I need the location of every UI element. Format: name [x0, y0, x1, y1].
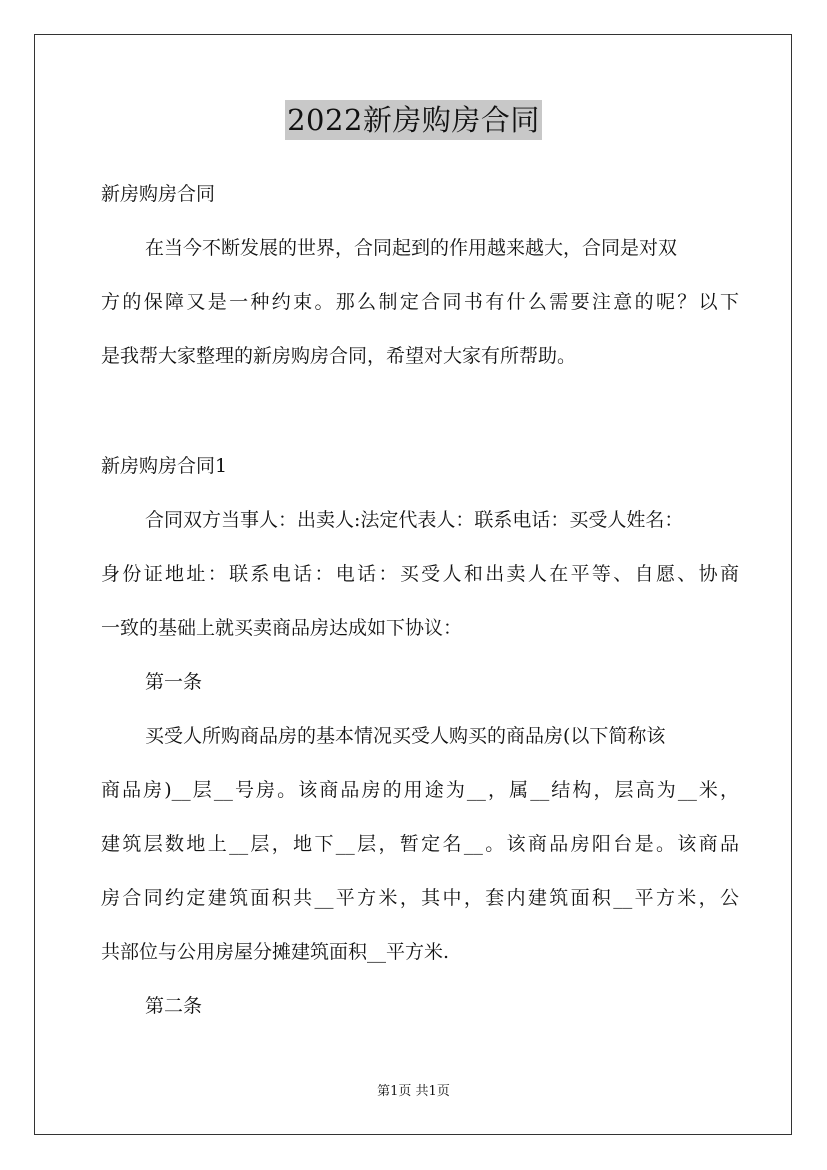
paragraph-line: 身份证地址：联系电话：电话：买受人和出卖人在平等、自愿、协商: [101, 563, 739, 585]
article-heading: 第一条: [145, 671, 203, 693]
paragraph-line: 合同双方当事人：出卖人:法定代表人：联系电话：买受人姓名：: [145, 509, 684, 531]
paragraph-line: 买受人所购商品房的基本情况买受人购买的商品房(以下简称该: [145, 725, 666, 747]
paragraph-line: 房合同约定建筑面积共__平方米，其中，套内建筑面积__平方米，公: [101, 887, 739, 909]
paragraph-line: 方的保障又是一种约束。那么制定合同书有什么需要注意的呢？以下: [101, 291, 739, 313]
section-heading: 新房购房合同1: [101, 455, 228, 477]
paragraph-line: 共部位与公用房屋分摊建筑面积__平方米.: [101, 941, 450, 963]
article-heading: 第二条: [145, 995, 203, 1017]
paragraph-line: 在当今不断发展的世界，合同起到的作用越来越大，合同是对双: [145, 237, 678, 259]
section-heading: 新房购房合同: [101, 183, 216, 205]
paragraph-line: 一致的基础上就买卖商品房达成如下协议：: [101, 617, 463, 639]
page-footer: 第1页 共1页: [377, 1084, 450, 1099]
paragraph-line: 是我帮大家整理的新房购房合同，希望对大家有所帮助。: [101, 345, 577, 367]
paragraph-line: 建筑层数地上__层，地下__层，暂定名__。该商品房阳台是。该商品: [101, 833, 739, 855]
document-title: 2022新房购房合同: [285, 100, 542, 140]
paragraph-line: 商品房)__层__号房。该商品房的用途为__，属__结构，层高为__米，: [101, 779, 739, 801]
